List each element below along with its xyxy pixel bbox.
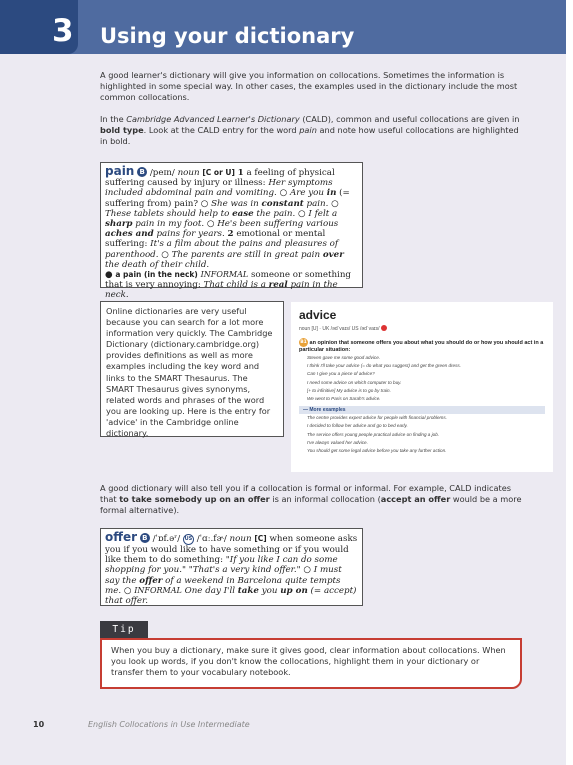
level-badge: B [140, 533, 150, 543]
list-item: I've always valued her advice. [307, 439, 368, 445]
example: That child is a real pain in the neck. [105, 280, 338, 301]
list-item: I need some advice on which computer to buy. [307, 379, 402, 385]
unit-number: 3 [52, 13, 74, 49]
online-examples [299, 354, 545, 403]
example: I must say the offer of a weekend in Barcelona quite tempts me. [105, 565, 342, 596]
level-badge: B1 [300, 340, 307, 345]
pronunciation: /peɪn/ [149, 168, 175, 178]
collocation-formality-paragraph: A good dictionary will also tell you if a collocation is formal or informal. For example, CALD indicates that to take somebody up on an offer is an informal collocation (accept an offer would be a more formal alternative). [100, 483, 522, 516]
definition: someone or something that is very annoying: [105, 270, 351, 291]
idiom: a pain (in the neck) [115, 270, 198, 280]
example: He's been suffering various aches and pains for years. [105, 219, 339, 240]
grammar-code: [C] [254, 534, 267, 543]
entry-headword: offer [105, 530, 138, 544]
example: Are you in [289, 188, 337, 199]
list-item: I think I'll take your advice (= do what you suggest) and get the green dress. [307, 363, 461, 369]
part-of-speech: noun [229, 534, 252, 544]
list-item: Steven gave me some good advice. [307, 355, 381, 360]
online-definition: B1 an opinion that someone offers you about what you should do or how you should act in a particular situation: [299, 340, 544, 353]
page-number: 10 [33, 720, 45, 729]
example: It's a film about the pains and pleasures of parenthood. [105, 239, 339, 260]
unit-title: Using your dictionary [100, 24, 355, 48]
list-item: The service offers young people practical advice on finding a job. [307, 431, 440, 437]
example: She was in constant pain. [211, 198, 329, 209]
list-item: Can I give you a piece of advice? [307, 371, 375, 377]
entry-headword: pain [105, 164, 135, 178]
intro-paragraph-2: In the Cambridge Advanced Learner's Dictionary (CALD), common and useful collocations are given in bold type. Look at the CALD entry for the word pain and note how useful collocations are highlighted in bold. [100, 114, 520, 147]
online-headword: advice [299, 308, 337, 322]
unit-number-box [0, 0, 78, 54]
intro-paragraph-1: A good learner's dictionary will give you information on collocations. Sometimes the information is highlighted in some special way. In other cases, the examples used in the dictionary include the most common collocations. [100, 70, 518, 103]
online-dictionary-note: Online dictionaries are very useful because you can search for a lot more information very quickly. The Cambridge Dictionary (dictionary.cambridge.org) provides definitions as well as more examples including the key word and links to the SMART Thesaurus. The SMART Thesaurus gives synonyms, related words and phrases of the word you are looking up. Here is the entry for 'advice' in the Cambridge online dictionary. [100, 301, 284, 437]
list-item: The centre provides expert advice for people with financial problems. [307, 415, 447, 421]
offer-dictionary-entry: offer B /ˈɒf.əʳ/ US /ˈɑː.fɚ/ noun [C] when someone asks you if you would like to have something or if you would like them to do something: "If you like I can do some shopping for you." "That's a very kind offer." ○ I must say the offer of a weekend in Barcelona quite tempts me. ○ INFORMAL One day I'll take you up on (= accept) that offer. [100, 528, 363, 606]
sense-number: 1 [237, 168, 244, 178]
definition: a feeling of physical suffering caused by injury or illness: [105, 168, 335, 189]
tip-box: When you buy a dictionary, make sure it gives good, clear information about collocations. When you look up words, if you don't know the collocations, highlight them in your dictionary or transfer them to your vocabulary notebook. [100, 638, 522, 689]
sense-number: 2 [227, 229, 234, 240]
pain-dictionary-entry: pain B /peɪn/ noun [C or U] 1 a feeling of physical suffering caused by injury or illness: Her symptoms included abdominal pain and vomiting. ○ Are you in (= suffering from) pain? ○ She was in constant pain. ○ These tablets should help to ease the pain. ○ I felt a sharp pain in my foot. ○ He's been suffering various aches and pains for years. 2 emotional or mental suffering: It's a film about the pains and pleasures of parenthood. ○ The parents are still in great pain over the death of their child. ● a pain (in the neck) INFORMAL someone or something that is very annoying: That child is a real pain in the neck. [100, 162, 363, 288]
more-examples-toggle[interactable]: — More examples [299, 406, 545, 414]
definition: emotional or mental suffering: [105, 229, 326, 250]
bullet-icon: ● [105, 270, 113, 281]
more-examples-list [299, 414, 545, 455]
example: Her symptoms included abdominal pain and vomiting. [105, 178, 333, 199]
tip-label: Tip [100, 621, 148, 638]
example: One day I'll take you up on (= accept) that offer. [105, 585, 357, 607]
level-badge: B [137, 167, 147, 177]
list-item: [+ to infinitive] My advice is to go by train. [307, 387, 391, 393]
definition: when someone asks you if you would like to have something or if you would like them to do something: [105, 534, 358, 566]
register-label: INFORMAL [134, 585, 182, 595]
register-label: INFORMAL [200, 270, 249, 280]
list-item: I decided to follow her advice and go to bed early. [307, 423, 408, 429]
book-title-footer: English Collocations in Use Intermediate [88, 720, 250, 729]
example: These tablets should help to ease the pain. [105, 208, 296, 219]
online-pronunciation: noun [U] · UK /ədˈvaɪs/ US /ədˈvaɪs/ [299, 325, 545, 332]
audio-icon [381, 325, 387, 331]
part-of-speech: noun [177, 168, 200, 178]
online-dictionary-screenshot [291, 302, 553, 472]
example: (= suffering from) pain? [105, 188, 350, 209]
grammar-code: [C or U] [202, 168, 235, 177]
example: The parents are still in great pain over the death of their child. [105, 249, 344, 270]
pronunciation: /ˈɑː.fɚ/ [196, 534, 227, 544]
us-label: US [183, 534, 194, 545]
pronunciation: /ˈɒf.əʳ/ [152, 534, 181, 544]
list-item: We went to Paris on Sarah's advice. [307, 396, 381, 402]
example: I felt a sharp pain in my foot. [105, 208, 338, 230]
unit-header [0, 0, 566, 54]
example: "If you like I can do some shopping for you." "That's a very kind offer." [105, 555, 338, 576]
list-item: You should get some legal advice before you take any further action. [307, 448, 447, 454]
